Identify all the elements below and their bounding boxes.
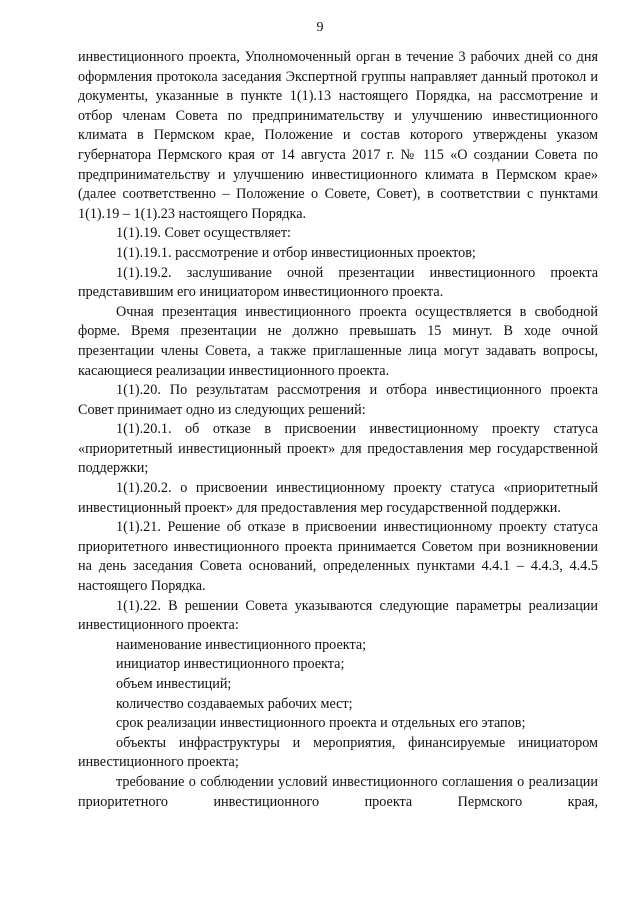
paragraph-1-1-22: 1(1).22. В решении Совета указываются следующие параметры реализации инвестиционного проекта:	[78, 597, 598, 634]
paragraph-1-1-20-1: 1(1).20.1. об отказе в присвоении инвестиционному проекту статуса «приоритетный инвестиционный проект» для предоставления мер государственной поддержки;	[78, 421, 598, 477]
list-item: объем инвестиций;	[116, 676, 232, 692]
list-item: объекты инфраструктуры и мероприятия, финансируемые инициатором инвестиционного проекта;	[78, 734, 598, 771]
paragraph-presentation: Очная презентация инвестиционного проекта осуществляется в свободной форме. Время презентации не должно превышать 15 минут. В ходе очной презентации члены Совета, а также приглашенные лица могут задавать вопросы, касающиеся реализации инвестиционного проекта.	[78, 303, 598, 379]
list-item: инициатор инвестиционного проекта;	[116, 656, 345, 673]
list-item: количество создаваемых рабочих мест;	[116, 695, 353, 712]
list-item: требование о соблюдении условий инвестиционного соглашения о реализации приоритетного инвестиционного проекта Пермского края,	[78, 773, 598, 810]
paragraph-1-1-19-2: 1(1).19.2. заслушивание очной презентации инвестиционного проекта представившим его инициатором инвестиционного проекта.	[78, 264, 598, 301]
paragraph-1-1-20-2: 1(1).20.2. о присвоении инвестиционному проекту статуса «приоритетный инвестиционный проект» для предоставления мер государственной поддержки.	[78, 480, 598, 516]
page-number: 9	[316, 20, 324, 35]
paragraph-1-1-19: 1(1).19. Совет осуществляет:	[116, 225, 291, 242]
list-item: срок реализации инвестиционного проекта и отдельных его этапов;	[116, 715, 526, 732]
paragraph-1-1-19-1: 1(1).19.1. рассмотрение и отбор инвестиционных проектов;	[116, 244, 476, 261]
paragraph-1-1-20: 1(1).20. По результатам рассмотрения и отбора инвестиционного проекта Совет принимает одно из следующих решений:	[78, 382, 598, 418]
document-body	[78, 48, 598, 812]
paragraph-1-1-21: 1(1).21. Решение об отказе в присвоении инвестиционному проекту статуса приоритетного инвестиционного проекта принимается Советом при возникновении на день заседания Совета оснований, определенных пунктами 4.4.1 – 4.4.3, 4.4.5 настоящего Порядка.	[78, 519, 598, 595]
list-item: наименование инвестиционного проекта;	[116, 636, 367, 653]
paragraph-intro-continuation: инвестиционного проекта, Уполномоченный орган в течение 3 рабочих дней со дня оформления протокола заседания Экспертной группы направляет данный протокол и документы, указанные в пункте 1(1).13 настоящего Порядка, на рассмотрение и отбор членам Совета по предпринимательству и улучшению инвестиционного климата в Пермском крае, Положение и состав которого утверждены указом губернатора Пермского края от 14 августа 2017 г. № 115 «О создании Совета по предпринимательству и улучшению инвестиционного климата в Пермском крае» (далее соответственно – Положение о Совете, Совет), в соответствии с пунктами 1(1).19 – 1(1).23 настоящего Порядка.	[78, 49, 598, 222]
